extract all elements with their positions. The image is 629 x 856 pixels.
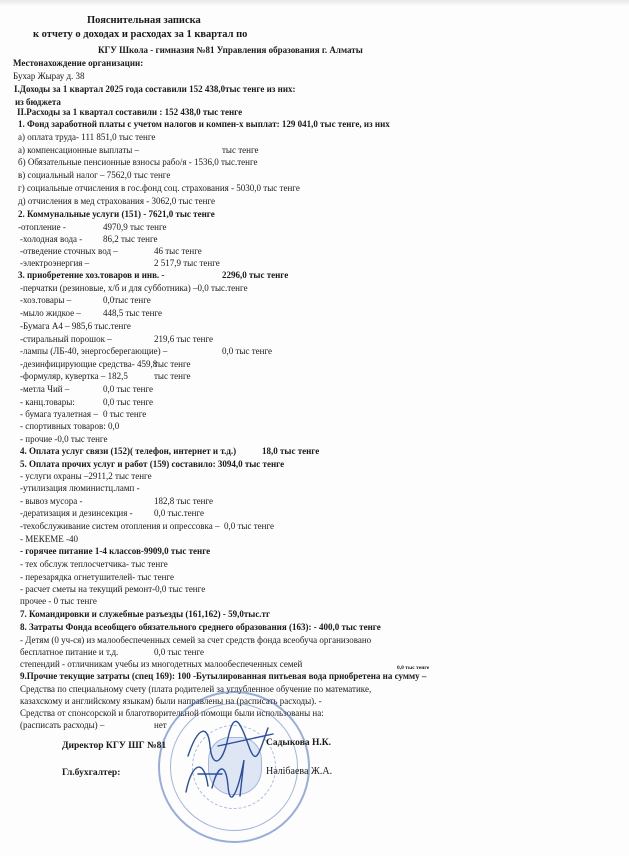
supply-value: 448,5 тыс тенге [103,308,163,318]
supply-value: тыс тенге [154,359,191,369]
supply-value: 219,6 тыс тенге [154,334,214,344]
supply-label: -перчатки (резиновые, х/б и для субботника) –0,0 тыс.тенге [20,283,248,293]
document-subtitle: к отчету о доходах и расходах за 1 квартал по [33,29,248,40]
supply-label: -метла Чий – [20,384,70,394]
service-label: - перезарядка огнетушителей- тыс тенге [20,572,174,582]
utility-label: -отопление - [18,222,66,232]
section-8-title: 8. Затраты Фонда всеобщего обязательного среднего образования (163): - 400,0 тыс тенге [20,622,381,632]
accountant-signature-icon [178,752,258,802]
supply-label: -Бумага А4 – 985,6 тыс.тенге [20,321,131,331]
section-4-value: 18,0 тыс тенге [262,446,320,456]
expenses-total: II.Расходы за 1 квартал составили : 152 438,0 тыс тенге [17,107,243,117]
service-label: - горячее питание 1-4 классов-9909,0 тыс тенге [20,546,211,556]
section-1-title: 1. Фонд заработной платы с учетом налогов и компен-х выплат: 129 041,0 тыс тенге, из них [18,119,390,129]
special-account-line1: Средства по специальному счету (плата родителей за углубленное обучение по математике, [20,684,372,694]
accountant-name: Нәлібаева Ж.А. [266,766,333,777]
supply-label: -дезинфицирующие средства- 459,8 [20,359,158,369]
supply-value: 0 тыс тенге [103,409,147,419]
service-label: - услуги охраны –2911,2 тыс тенге [20,471,152,481]
document-title: Пояснительная записка [87,15,201,26]
supply-label: -формуляр, кувертка – 182,5 [20,371,128,381]
utility-value: 2 517,9 тыс тенге [154,258,220,268]
service-label: - расчет сметы на текущий ремонт-0,0 тыс тенге [20,584,206,594]
service-label: - МЕКЕМЕ -40 [20,534,78,544]
special-account-line2: казахскому и английскому языкам) были направлены на (расписать расходы). - [20,696,322,706]
utility-value: 46 тыс тенге [154,246,202,256]
supply-label: -лампы (ЛБ-40, энергосберегающие) – [20,346,168,356]
section-1-a2-label: а) компенсационные выплаты – [18,145,140,155]
supply-value: 0,0 тыс тенге [222,346,273,356]
service-label: прочее - 0 тыс тенге [20,596,97,606]
service-label: - вывоз мусора - [20,496,83,506]
utility-label: -холодная вода - [20,234,83,244]
section-8-line1: - Детям (0 уч-ся) из малообеспеченных семей за счет средств фонда всеобуча организовано [20,635,372,645]
utility-label: -электроэнергия – [20,258,90,268]
section-3-title: 3. приобретение хоз.товаров и инв. - [18,270,165,280]
section-1-a: а) оплата труда- 111 851,0 тыс тенге [18,132,156,142]
service-label: -техобслуживание систем отопления и опрессовка – [20,521,220,531]
accountant-label: Гл.бухгалтер: [62,768,121,778]
director-name: Садыкова Н.К. [266,738,331,748]
supply-label: - бумага туалетная – [20,409,98,419]
supply-label: -мыло жидкое – [20,308,81,318]
supply-label: -стиральный порошок – [20,334,112,344]
supply-label: - канц.товары: [20,397,75,407]
section-8-line2-value: 0,0 тыс тенге [154,647,205,657]
section-8-line2-label: бесплатное питание и т.д. [20,647,119,657]
sponsorship-value: нет [154,720,167,730]
director-label: Директор КГУ ШГ №81 [62,741,167,751]
supply-label: - прочие -0,0 тыс тенге [20,434,108,444]
utility-label: -отведение сточных вод – [20,246,118,256]
service-value: 0,0 тыс.тенге [154,508,205,518]
section-1-v: в) социальный налог – 7562,0 тыс тенге [18,170,171,180]
section-8-line3: степендий - отличникам учебы из многодетных малообеспеченных семей [20,659,303,669]
income-source: из бюджета [15,97,61,107]
section-1-g: г) социальные отчисления в гос.фонд соц. страхования - 5030,0 тыс тенге [18,183,300,193]
section-2-title: 2. Коммунальные услуги (151) - 7621,0 тыс тенге [18,209,215,219]
section-9-value: 0,0 тыс тенге [397,665,430,671]
service-value: 182,8 тыс тенге [154,496,214,506]
location-address: Бухар Жырау д. 38 [13,71,85,81]
section-9-title: 9.Прочие текущие затраты (спец 169): 100 -Бутылированная питьевая вода приобретена на сумму – [20,671,427,681]
scan-edge [0,0,629,6]
supply-label: -хоз.товары – [20,295,72,305]
section-3-value: 2296,0 тыс тенге [222,270,289,280]
utility-value: 4970,9 тыс тенге [103,222,167,232]
section-7-title: 7. Командировки и служебные разъезды (161,162) - 59,0тыс.тг [20,609,271,619]
section-1-a2-value: тыс тенге [222,145,259,155]
location-label: Местонахождение организации: [13,58,144,68]
section-1-b: б) Обязательные пенсионные взносы рабо/я - 1536,0 тыс.тенге [18,157,258,167]
organization-name: КГУ Школа - гимназия №81 Управления образования г. Алматы [98,45,363,55]
section-5-title: 5. Оплата прочих услуг и работ (159) составило: 3094,0 тыс тенге [20,459,285,469]
supply-value: тыс тенге [154,371,191,381]
service-label: -дератизация и дезинсекция - [20,508,133,518]
supply-label: - спортивных товаров: 0,0 [20,421,120,431]
section-1-d: д) отчисления в мед страхования - 3062,0 тыс тенге [18,196,216,206]
service-value: 0,0 тыс тенге [224,521,275,531]
utility-value: 86,2 тыс тенге [103,234,158,244]
service-label: -утилизация люминистц.ламп - [20,483,140,493]
supply-value: 0,0 тыс тенге [103,397,154,407]
sponsorship-label: (расписать расходы) – [20,720,105,730]
section-4-title: 4. Оплата услуг связи (152)( телефон, интернет и т.д.) [20,446,237,456]
service-label: - тех обслуж теплосчетчика- тыс тенге [20,559,168,569]
income-line: I.Доходы за 1 квартал 2025 года составили 152 438,0тыс тенге из них: [14,84,296,94]
sponsorship-line: Средства от спонсорской и благотворительной помощи были использованы на: [20,708,324,718]
supply-value: 0,0тыс тенге [103,295,151,305]
supply-value: 0,0 тыс тенге [103,384,154,394]
